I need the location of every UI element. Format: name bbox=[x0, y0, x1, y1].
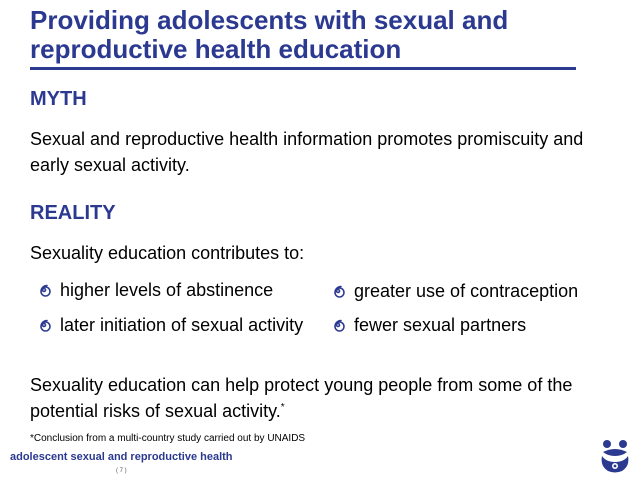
swirl-bullet-icon bbox=[330, 283, 346, 299]
swirl-bullet-icon bbox=[330, 317, 346, 333]
bullet-fewer-partners bbox=[330, 313, 526, 337]
closing-sentence: Sexuality education can help protect young people from some of the potential risks of sexual activity. bbox=[30, 375, 573, 421]
title-underline bbox=[30, 67, 576, 70]
bullet-contraception bbox=[330, 279, 578, 303]
footnote: *Conclusion from a multi-country study carried out by UNAIDS bbox=[30, 433, 306, 444]
closing-text bbox=[30, 372, 610, 424]
myth-text: Sexual and reproductive health information promotes promiscuity and early sexual activity. bbox=[30, 129, 584, 175]
swirl-bullet-icon bbox=[36, 282, 52, 298]
slide-title: Providing adolescents with sexual and reproductive health education bbox=[30, 5, 509, 64]
bullet-abstinence bbox=[36, 278, 273, 302]
swirl-bullet-icon bbox=[36, 317, 52, 333]
bullet-label: later initiation of sexual activity bbox=[60, 315, 304, 335]
bullet-label: higher levels of abstinence bbox=[60, 280, 274, 300]
bullet-label: greater use of contraception bbox=[354, 281, 579, 301]
myth-heading: MYTH bbox=[30, 88, 87, 110]
bullet-later-initiation bbox=[36, 313, 306, 337]
footer-label: adolescent sexual and reproductive health bbox=[10, 451, 233, 463]
footnote-marker: * bbox=[280, 402, 285, 413]
page-number: ( 7 ) bbox=[116, 468, 127, 474]
reality-heading: REALITY bbox=[30, 202, 116, 224]
bullet-label: fewer sexual partners bbox=[354, 315, 527, 335]
who-figures-logo-icon bbox=[598, 438, 632, 474]
reality-intro: Sexuality education contributes to: bbox=[30, 243, 305, 263]
